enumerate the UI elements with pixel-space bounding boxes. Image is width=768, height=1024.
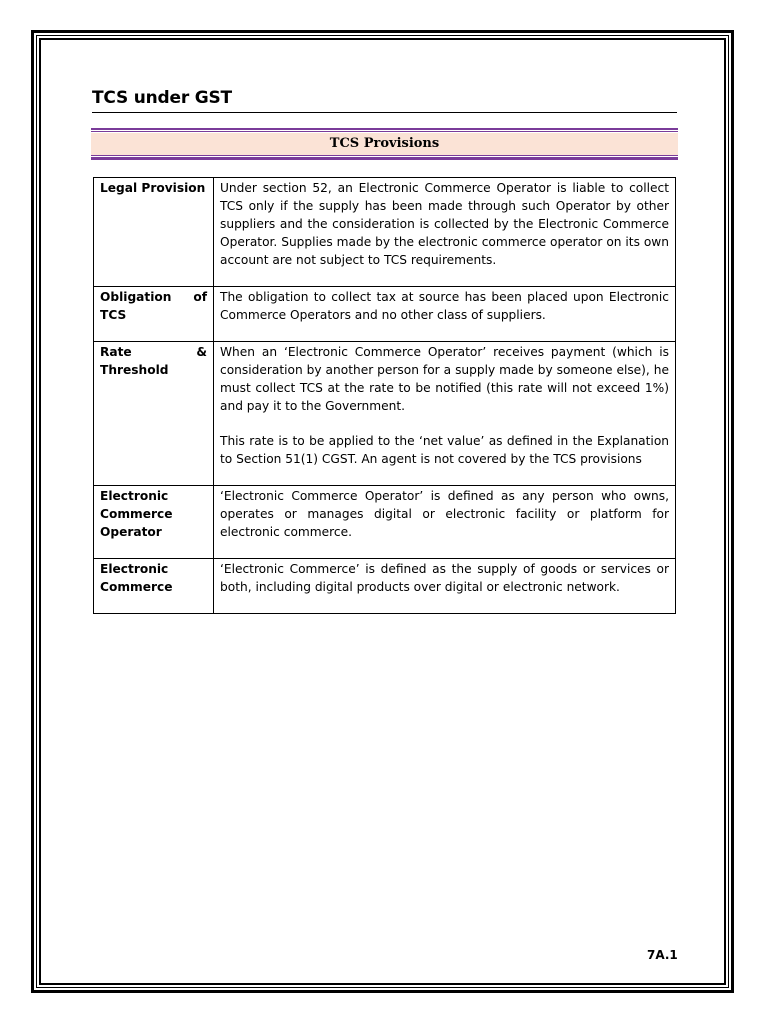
band-bottom-rule — [91, 155, 678, 160]
table-row — [94, 342, 676, 486]
table-row — [94, 178, 676, 287]
title-underline — [92, 112, 677, 113]
page-number: 7A.1 — [647, 948, 678, 962]
row-label: Rate & Threshold — [94, 342, 214, 486]
table-row — [94, 486, 676, 559]
table-row — [94, 559, 676, 614]
row-description: Under section 52, an Electronic Commerce Operator is liable to collect TCS only if the supply has been made through such Operator by other suppliers and the consideration is collected by the Electronic Commerce Operator. Supplies made by the electronic commerce operator on its own account are not subject to TCS requirements. — [214, 178, 676, 287]
table-row — [94, 287, 676, 342]
page-title: TCS under GST — [92, 88, 232, 108]
row-label: Legal Provision — [94, 178, 214, 287]
provisions-table — [93, 177, 676, 614]
row-description: The obligation to collect tax at source has been placed upon Electronic Commerce Operators and no other class of suppliers. — [214, 287, 676, 342]
row-label: Electronic Commerce — [94, 559, 214, 614]
row-label: Obligation of TCS — [94, 287, 214, 342]
section-heading-band — [91, 128, 678, 160]
row-label: Electronic Commerce Operator — [94, 486, 214, 559]
section-heading: TCS Provisions — [329, 136, 440, 151]
row-description: ‘Electronic Commerce Operator’ is defined as any person who owns, operates or manages digital or electronic facility or platform for electronic commerce. — [214, 486, 676, 559]
row-description: ‘Electronic Commerce’ is defined as the supply of goods or services or both, including digital products over digital or electronic network. — [214, 559, 676, 614]
row-description: When an ‘Electronic Commerce Operator’ receives payment (which is consideration by another person for a supply made by someone else), he must collect TCS at the rate to be notified (this rate will not exceed 1%) and pay it to the Government. This rate is to be applied to the ‘net value’ as defined in the Explanation to Section 51(1) CGST. An agent is not covered by the TCS provisions — [214, 342, 676, 486]
